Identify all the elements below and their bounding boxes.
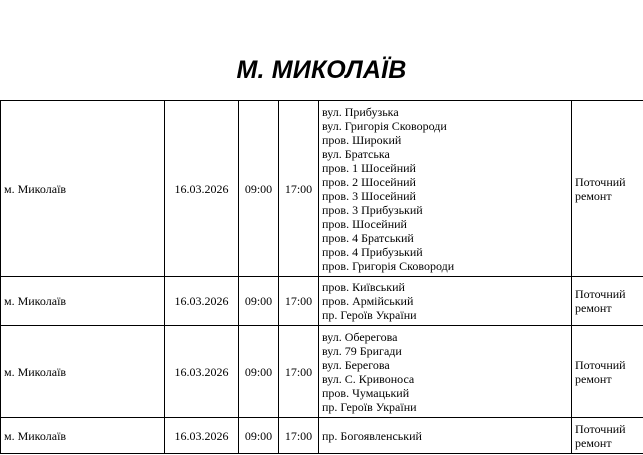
date-cell: 16.03.2026 (165, 418, 239, 454)
work-type-cell (572, 101, 643, 277)
table-row (1, 277, 643, 326)
end-time-cell: 17:00 (279, 326, 319, 418)
street-line: пров. 4 Братський (322, 230, 414, 245)
street-line: пр. Героїв України (322, 308, 417, 322)
city-cell: м. Миколаїв (1, 418, 165, 454)
start-time-cell: 09:00 (239, 277, 279, 326)
street-line: вул. Оберегова (322, 329, 398, 344)
street-line: пров. Армійський (322, 294, 414, 308)
streets-cell (319, 418, 572, 454)
street-line: пр. Героїв України (322, 399, 417, 414)
work-type-line: Поточний (575, 421, 626, 436)
streets-cell (319, 277, 572, 326)
outage-schedule-table (0, 100, 643, 454)
page-title: М. МИКОЛАЇВ (236, 56, 407, 84)
street-line: вул. Братська (322, 146, 390, 161)
street-line: пров. Широкий (322, 132, 402, 147)
work-type-line: ремонт (575, 371, 612, 386)
work-type-line: ремонт (575, 301, 612, 315)
street-line: пров. Шосейний (322, 216, 407, 231)
street-line: пров. Чумацький (322, 385, 410, 400)
work-type-line: ремонт (575, 435, 612, 450)
street-line: вул. Берегова (322, 357, 390, 372)
work-type-cell (572, 277, 643, 326)
table-body (1, 101, 643, 454)
work-type-cell (572, 326, 643, 418)
date-cell: 16.03.2026 (165, 277, 239, 326)
table-row (1, 101, 643, 277)
streets-cell (319, 326, 572, 418)
work-type-line: ремонт (575, 188, 612, 203)
work-type-cell (572, 418, 643, 454)
end-time-cell: 17:00 (279, 277, 319, 326)
street-line: пр. Богоявленський (322, 428, 422, 443)
work-type-line: Поточний (575, 357, 626, 372)
start-time-cell: 09:00 (239, 101, 279, 277)
street-line: пров. Київський (322, 280, 405, 294)
end-time-cell: 17:00 (279, 101, 319, 277)
city-cell: м. Миколаїв (1, 277, 165, 326)
street-line: пров. 2 Шосейний (322, 174, 416, 189)
street-line: вул. 79 Бригади (322, 343, 402, 358)
date-cell: 16.03.2026 (165, 101, 239, 277)
street-line: пров. 1 Шосейний (322, 160, 416, 175)
street-line: вул. Прибузька (322, 104, 399, 119)
table-row (1, 418, 643, 454)
city-cell: м. Миколаїв (1, 326, 165, 418)
work-type-line: Поточний (575, 174, 626, 189)
street-line: пров. 4 Прибузький (322, 244, 423, 259)
street-line: вул. Григорія Сковороди (322, 118, 447, 133)
end-time-cell: 17:00 (279, 418, 319, 454)
work-type-line: Поточний (575, 287, 626, 301)
streets-cell (319, 101, 572, 277)
date-cell: 16.03.2026 (165, 326, 239, 418)
street-line: пров. 3 Шосейний (322, 188, 416, 203)
city-cell: м. Миколаїв (1, 101, 165, 277)
street-line: вул. С. Кривоноса (322, 371, 415, 386)
start-time-cell: 09:00 (239, 326, 279, 418)
street-line: пров. Григорія Сковороди (322, 258, 455, 273)
table-row (1, 326, 643, 418)
start-time-cell: 09:00 (239, 418, 279, 454)
street-line: пров. 3 Прибузький (322, 202, 423, 217)
